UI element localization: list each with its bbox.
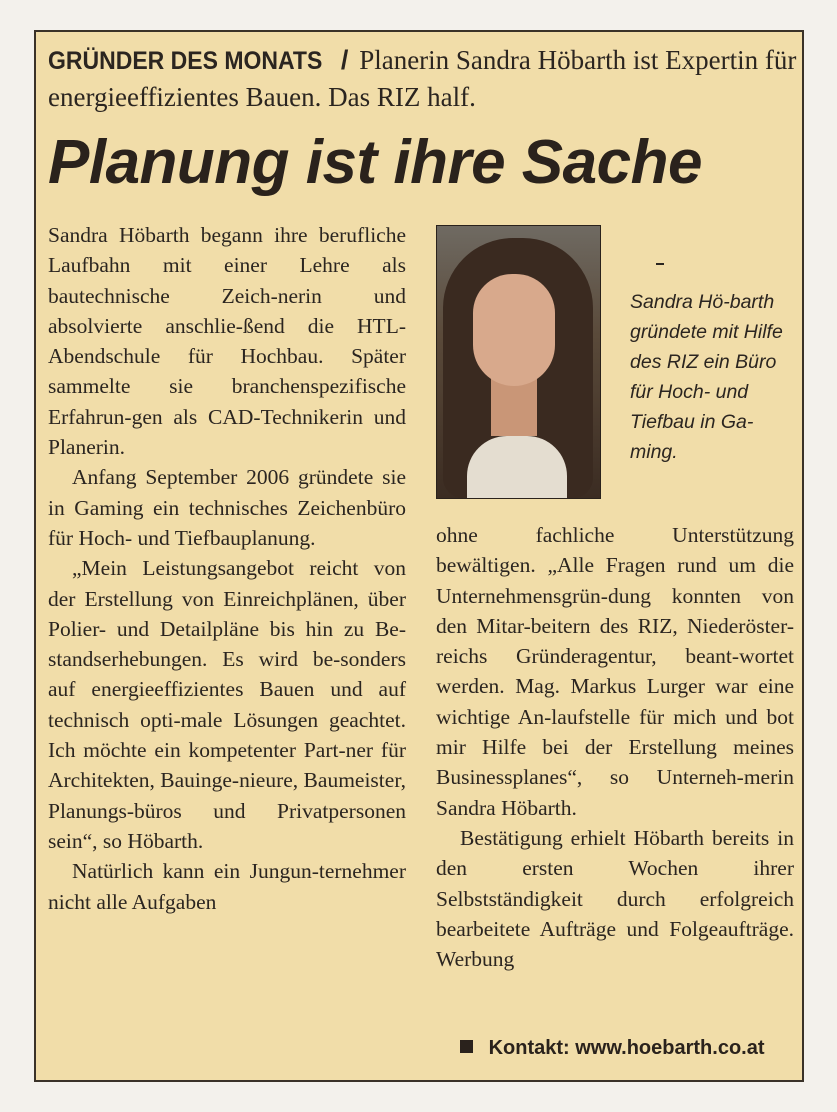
paragraph: Bestätigung erhielt Höbarth bereits in den ersten Wochen ihrer Selbstständigkeit durch erfolgreich bearbeitete Aufträge und Folgeaufträge. Werbung xyxy=(436,825,794,972)
paragraph: „Mein Leistungsangebot reicht von der Erstellung von Einreichplänen, über Polier- und Detailpläne bis hin zu Be-standserhebungen. Es wird be-sonders auf energieeffizientes Bauen und auf technisch opti-male Lösungen geachtet. Ich möchte ein kompetenter Part-ner für Architekten, Bauinge-nieure, Baumeister, Planungs-büros und Privatpersonen sein“, so Höbarth. xyxy=(48,556,406,853)
portrait-photo xyxy=(436,225,601,499)
contact-line xyxy=(460,1035,765,1061)
paragraph: Sandra Höbarth begann ihre berufliche Laufbahn mit einer Lehre als bautechnische Zeich-nerin und absolvierte anschlie-ßend die HTL-Abendschule für Hochbau. Später sammelte sie branchenspezifische Erfahrun-gen als CAD-Technikerin und Planerin. xyxy=(48,223,406,460)
photo-caption xyxy=(630,287,800,467)
photo-shirt xyxy=(467,436,567,499)
caption-marker xyxy=(656,263,664,265)
contact-url[interactable]: www.hoebarth.co.at xyxy=(575,1037,765,1059)
kicker-label: GRÜNDER DES MONATS xyxy=(48,47,323,75)
paragraph: ohne fachliche Unterstützung bewältigen. „Alle Fragen rund um die Unternehmensgrün-dung konnten von den Mitar-beitern des RIZ, Niederöster-reichs Gründeragentur, beant-wortet werden. Mag. Markus Lurger war eine wichtige An-laufstelle für mich und bot mir Hilfe bei der Erstellung meines Businessplanes“, so Unterneh-merin Sandra Höbarth. xyxy=(436,523,794,820)
newspaper-clipping xyxy=(34,30,804,1082)
contact-label: Kontakt: xyxy=(488,1037,570,1059)
article-column-1 xyxy=(48,220,406,917)
photo-face xyxy=(473,274,555,386)
caption-text: Sandra Hö-barth gründete mit Hilfe des RIZ ein Büro für Hoch- und Tiefbau in Ga-ming. xyxy=(630,291,783,463)
headline: Planung ist ihre Sache xyxy=(48,128,702,197)
kicker xyxy=(48,42,798,115)
kicker-separator: / xyxy=(340,45,349,75)
paragraph: Anfang September 2006 gründete sie in Gaming ein technisches Zeichenbüro für Hoch- und Tiefbauplanung. xyxy=(48,465,406,550)
paragraph: Natürlich kann ein Jungun-ternehmer nicht alle Aufgaben xyxy=(48,859,406,914)
kicker-text: Planerin Sandra Höbarth ist Expertin für energieeffizientes Bauen. Das RIZ half. xyxy=(48,45,797,112)
article-column-2 xyxy=(436,520,794,974)
square-bullet-icon xyxy=(460,1040,473,1053)
